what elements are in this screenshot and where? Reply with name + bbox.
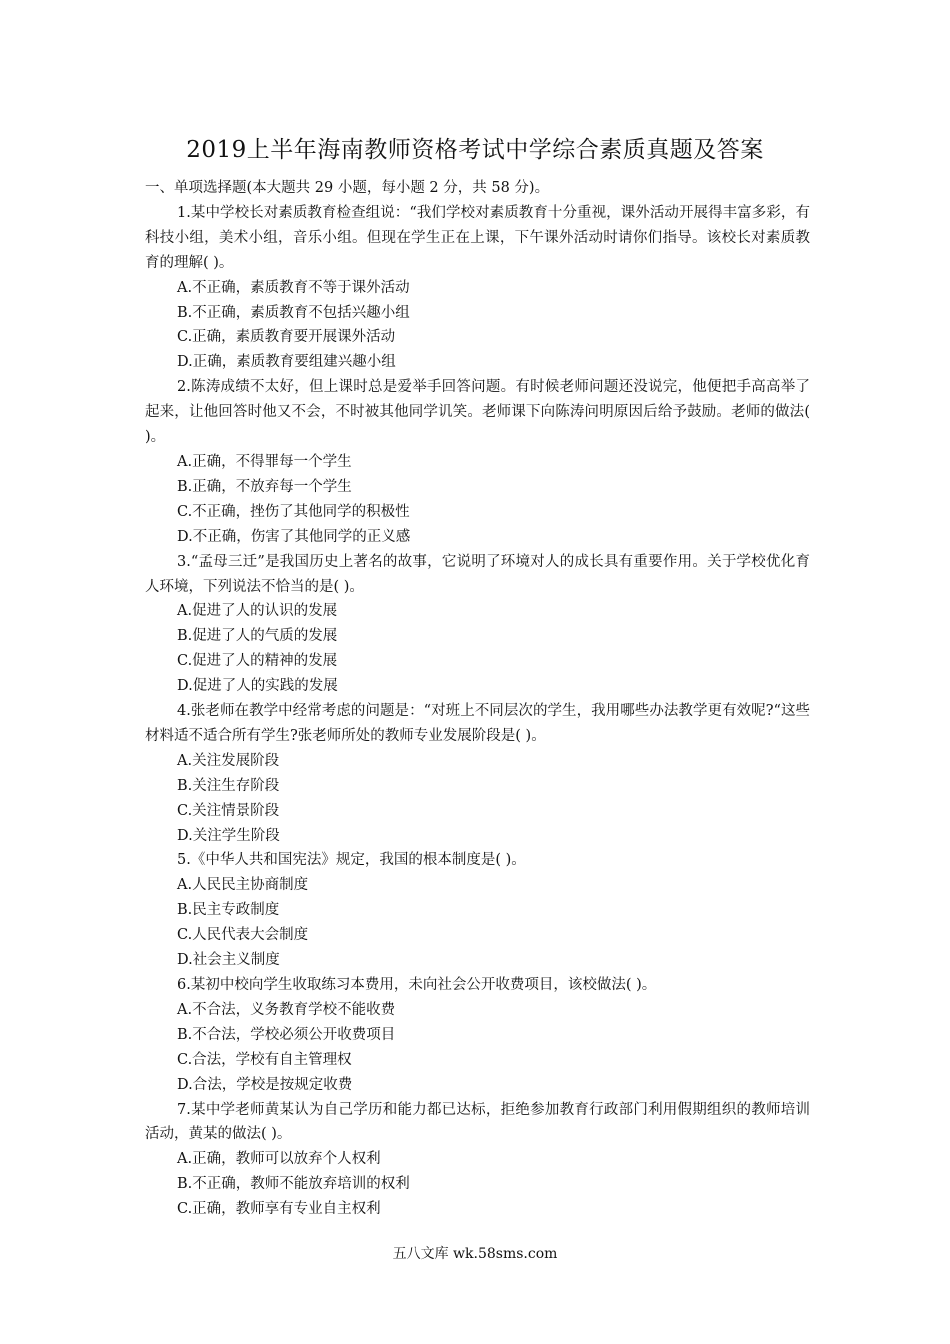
answer-option: D.社会主义制度 (177, 952, 280, 969)
question-stem: 1.某中学校长对素质教育检查组说：“我们学校对素质教育十分重视，课外活动开展得丰富多彩，有科技小组，美术小组，音乐小组。但现在学生正在上课，下午课外活动时请你们指导。该校长对素质教育的理解( )。 (145, 204, 810, 271)
answer-option: A.关注发展阶段 (177, 752, 280, 769)
answer-option: A.不合法，义务教育学校不能收费 (177, 1001, 396, 1018)
answer-option: A.正确，教师可以放弃个人权利 (177, 1151, 381, 1168)
answer-option: D.合法，学校是按规定收费 (177, 1076, 353, 1093)
section-heading: 一、单项选择题(本大题共 29 小题，每小题 2 分，共 58 分)。 (145, 180, 550, 196)
answer-option: C.不正确，挫伤了其他同学的积极性 (177, 503, 410, 520)
answer-option: B.民主专政制度 (177, 902, 280, 919)
answer-option: A.不正确，素质教育不等于课外活动 (177, 279, 410, 296)
answer-option: B.促进了人的气质的发展 (177, 628, 338, 645)
answer-option: D.不正确，伤害了其他同学的正义感 (177, 528, 411, 545)
answer-option: D.正确，素质教育要组建兴趣小组 (177, 354, 396, 371)
question-stem: 2.陈涛成绩不太好，但上课时总是爱举手回答问题。有时候老师问题还没说完，他便把手高高举了起来，让他回答时他又不会，不时被其他同学讥笑。老师课下向陈涛问明原因后给予鼓励。老师的做法( )。 (145, 379, 810, 446)
answer-option: C.合法，学校有自主管理权 (177, 1051, 352, 1068)
answer-option: C.人民代表大会制度 (177, 927, 309, 944)
answer-option: A.正确，不得罪每一个学生 (177, 453, 352, 470)
footer-watermark: 五八文库 wk.58sms.com (392, 1246, 558, 1262)
document-title: 2019上半年海南教师资格考试中学综合素质真题及答案 (186, 137, 764, 163)
answer-option: C.促进了人的精神的发展 (177, 653, 338, 670)
answer-option: C.正确，教师享有专业自主权利 (177, 1201, 381, 1218)
answer-option: B.不正确，素质教育不包括兴趣小组 (177, 304, 410, 321)
answer-option: B.不正确，教师不能放弃培训的权利 (177, 1176, 410, 1193)
question-stem: 4.张老师在教学中经常考虑的问题是：“对班上不同层次的学生，我用哪些办法教学更有效呢?“这些材料适不适合所有学生?张老师所处的教师专业发展阶段是( )。 (145, 703, 810, 744)
question-stem: 3.“孟母三迁”是我国历史上著名的故事，它说明了环境对人的成长具有重要作用。关于学校优化育人环境，下列说法不恰当的是( )。 (145, 553, 810, 595)
answer-option: B.不合法，学校必须公开收费项目 (177, 1026, 396, 1043)
answer-option: B.正确，不放弃每一个学生 (177, 478, 352, 495)
answer-option: D.关注学生阶段 (177, 827, 280, 844)
answer-option: B.关注生存阶段 (177, 777, 280, 794)
document-body (145, 176, 810, 1222)
answer-option: A.促进了人的认识的发展 (177, 603, 338, 620)
answer-option: C.正确，素质教育要开展课外活动 (177, 329, 396, 346)
question-stem: 5.《中华人共和国宪法》规定，我国的根本制度是( )。 (177, 852, 526, 869)
question-stem: 6.某初中校向学生收取练习本费用，未向社会公开收费项目，该校做法( )。 (177, 977, 657, 993)
answer-option: A.人民民主协商制度 (177, 877, 309, 894)
answer-option: C.关注情景阶段 (177, 802, 280, 819)
answer-option: D.促进了人的实践的发展 (177, 678, 338, 695)
question-stem: 7.某中学老师黄某认为自己学历和能力都已达标，拒绝参加教育行政部门利用假期组织的教师培训活动，黄某的做法( )。 (145, 1101, 810, 1143)
